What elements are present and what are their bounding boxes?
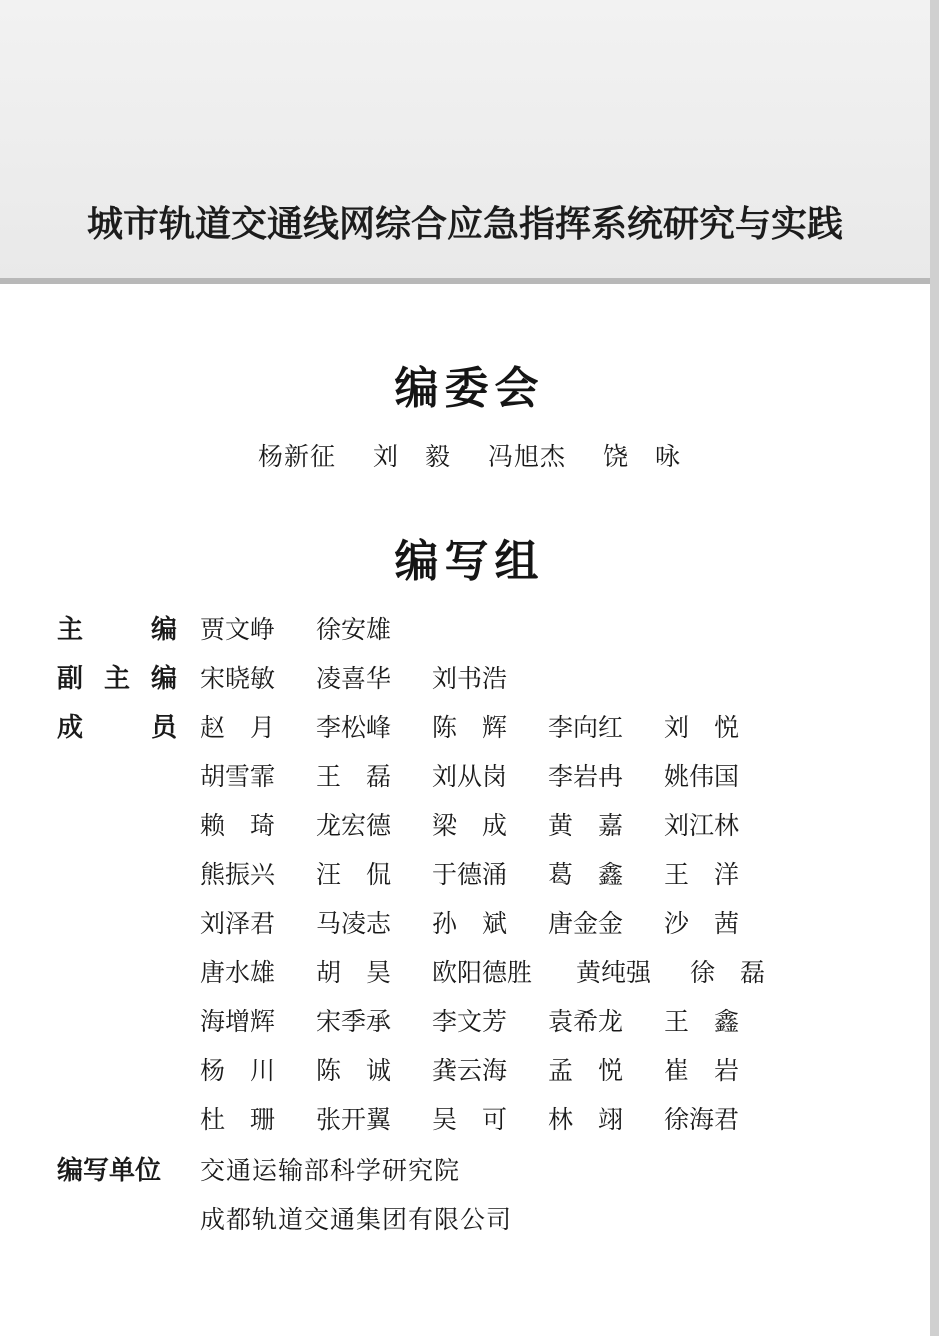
member-name: 赵 月 — [200, 713, 276, 742]
member-name: 刘江林 — [664, 811, 740, 840]
member-name: 李向红 — [548, 713, 624, 742]
member-name: 袁希龙 — [548, 1007, 624, 1036]
member-name: 赖 琦 — [200, 811, 276, 840]
member-name: 熊振兴 — [200, 860, 276, 889]
member-name: 孟 悦 — [548, 1056, 624, 1085]
chief-editor-name: 徐安雄 — [316, 615, 392, 644]
member-name: 杜 珊 — [200, 1105, 276, 1134]
chief-editor-name: 贾文峥 — [200, 615, 276, 644]
member-name: 杨 川 — [200, 1056, 276, 1085]
member-name: 姚伟国 — [664, 762, 740, 791]
member-name: 孙 斌 — [432, 909, 508, 938]
unit-line: 成都轨道交通集团有限公司 — [200, 1205, 513, 1234]
member-name: 唐水雄 — [200, 958, 276, 987]
member-name: 刘 悦 — [664, 713, 740, 742]
member-name: 汪 侃 — [316, 860, 392, 889]
member-name: 王 磊 — [316, 762, 392, 791]
member-name: 李松峰 — [316, 713, 392, 742]
page-edge — [930, 0, 939, 1336]
member-name: 张开翼 — [316, 1105, 392, 1134]
committee-member: 冯旭杰 — [487, 442, 566, 471]
member-name: 唐金金 — [548, 909, 624, 938]
deputy-editor-label: 副 主 编 — [57, 664, 177, 694]
member-name: 陈 辉 — [432, 713, 508, 742]
member-name: 沙 茜 — [664, 909, 740, 938]
units-label: 编写单位 — [57, 1156, 162, 1186]
member-name: 徐 磊 — [690, 958, 766, 987]
member-name: 刘从岗 — [432, 762, 508, 791]
deputy-editor-name: 宋晓敏 — [200, 664, 276, 693]
member-name: 林 翊 — [548, 1105, 624, 1134]
member-name: 龚云海 — [432, 1056, 508, 1085]
member-name: 胡雪霏 — [200, 762, 276, 791]
writing-group-heading: 编写组 — [394, 536, 545, 587]
deputy-editor-name: 刘书浩 — [432, 664, 508, 693]
member-name: 陈 诚 — [316, 1056, 392, 1085]
member-name: 于德涌 — [432, 860, 508, 889]
member-name: 吴 可 — [432, 1105, 508, 1134]
member-name: 胡 昊 — [316, 958, 392, 987]
member-name: 海增辉 — [200, 1007, 276, 1036]
member-name: 王 鑫 — [664, 1007, 740, 1036]
chief-editor-label: 主 编 — [57, 615, 177, 645]
book-title: 城市轨道交通线网综合应急指挥系统研究与实践 — [86, 204, 843, 245]
member-name: 龙宏德 — [316, 811, 392, 840]
member-name: 徐海君 — [664, 1105, 740, 1134]
unit-line: 交通运输部科学研究院 — [200, 1156, 461, 1185]
member-name: 黄纯强 — [576, 958, 652, 987]
committee-member: 饶 咏 — [602, 442, 681, 471]
committee-heading: 编委会 — [394, 363, 545, 414]
member-name: 宋季承 — [316, 1007, 392, 1036]
member-name: 欧阳德胜 — [432, 958, 533, 987]
member-name: 黄 嘉 — [548, 811, 624, 840]
committee-names — [0, 437, 939, 473]
member-name: 王 洋 — [664, 860, 740, 889]
deputy-editor-name: 凌喜华 — [316, 664, 392, 693]
member-name: 马凌志 — [316, 909, 392, 938]
committee-member: 刘 毅 — [373, 442, 452, 471]
member-name: 葛 鑫 — [548, 860, 624, 889]
member-name: 李岩冉 — [548, 762, 624, 791]
members-label: 成 员 — [57, 713, 177, 743]
member-name: 李文芳 — [432, 1007, 508, 1036]
member-name: 崔 岩 — [664, 1056, 740, 1085]
member-name: 梁 成 — [432, 811, 508, 840]
member-name: 刘泽君 — [200, 909, 276, 938]
committee-member: 杨新征 — [258, 442, 337, 471]
